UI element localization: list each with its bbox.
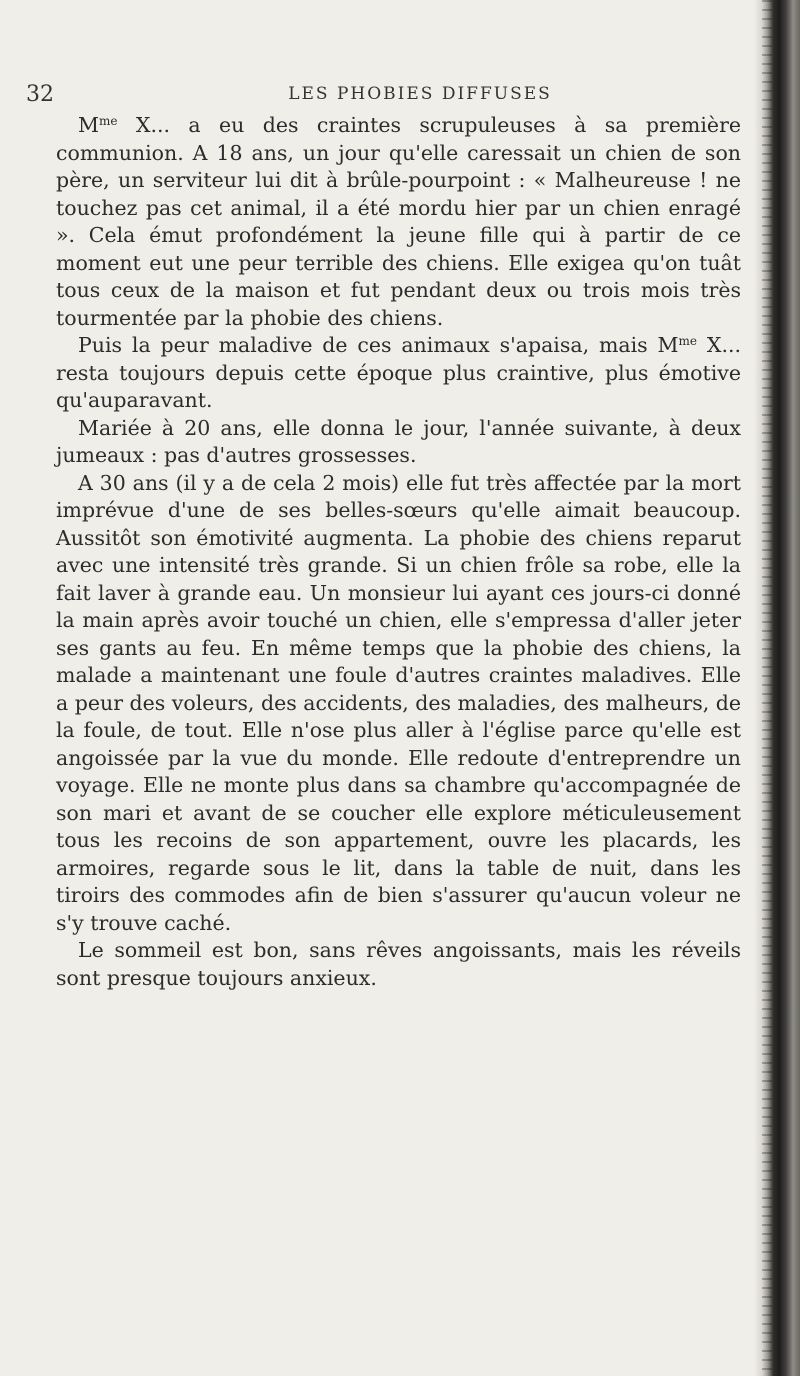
page-number: 32 xyxy=(26,82,54,107)
paragraph-text: Puis la peur maladive de ces animaux s'apaisa, mais xyxy=(78,333,658,357)
paragraph-text: X... a eu des craintes scrupuleuses à sa première communion. A 18 ans, un jour qu'elle caressait un chien de son père, un serviteur lui dit à brûle-pourpoint : « Malheureuse ! ne touchez pas cet animal, il a été mordu hier par un chien enragé ». Cela émut profondément la jeune fille qui à partir de ce moment eut une peur terrible des chiens. Elle exigea qu'on tuât tous ceux de la maison et fut pendant deux ou trois mois très tourmentée par la phobie des chiens. xyxy=(56,113,741,330)
paragraph-4 xyxy=(56,470,741,938)
paragraph-1 xyxy=(56,112,741,332)
paragraph-text: Le sommeil est bon, sans rêves angoissants, mais les réveils sont presque toujours anxieux. xyxy=(56,938,741,990)
page-edge-shadow xyxy=(754,0,800,1376)
title-abbrev: M xyxy=(657,333,679,357)
paragraph-text: X... resta toujours depuis cette époque plus craintive, plus émotive qu'auparavant. xyxy=(56,333,741,412)
paragraph-2 xyxy=(56,332,741,415)
title-abbrev-superscript: me xyxy=(678,334,698,348)
running-title: LES PHOBIES DIFFUSES xyxy=(288,84,552,104)
paragraph-text: Mariée à 20 ans, elle donna le jour, l'année suivante, à deux jumeaux : pas d'autres grossesses. xyxy=(56,415,741,467)
paragraph-5 xyxy=(56,937,741,992)
paragraph-text: A 30 ans (il y a de cela 2 mois) elle fut très affectée par la mort imprévue d'une de ses belles-sœurs qu'elle aimait beaucoup. Aussitôt son émotivité augmenta. La phobie des chiens reparut avec une intensité très grande. Si un chien frôle sa robe, elle la fait laver à grande eau. Un monsieur lui ayant ces jours-ci donné la main après avoir touché un chien, elle s'empressa d'aller jeter ses gants au feu. En même temps que la phobie des chiens, la malade a maintenant une foule d'autres craintes maladives. Elle a peur des voleurs, des accidents, des maladies, des malheurs, de la foule, de tout. Elle n'ose plus aller à l'église parce qu'elle est angoissée par la vue du monde. Elle redoute d'entreprendre un voyage. Elle ne monte plus dans sa chambre qu'accompagnée de son mari et avant de se coucher elle explore méticuleusement tous les recoins de son appartement, ouvre les placards, les armoires, regarde sous le lit, dans la table de nuit, dans les tiroirs des commodes afin de bien s'assurer qu'aucun voleur ne s'y trouve caché. xyxy=(56,470,741,935)
title-abbrev: M xyxy=(78,113,99,137)
paragraph-3 xyxy=(56,415,741,470)
title-abbrev-superscript: me xyxy=(99,114,118,128)
body-text xyxy=(56,112,741,992)
